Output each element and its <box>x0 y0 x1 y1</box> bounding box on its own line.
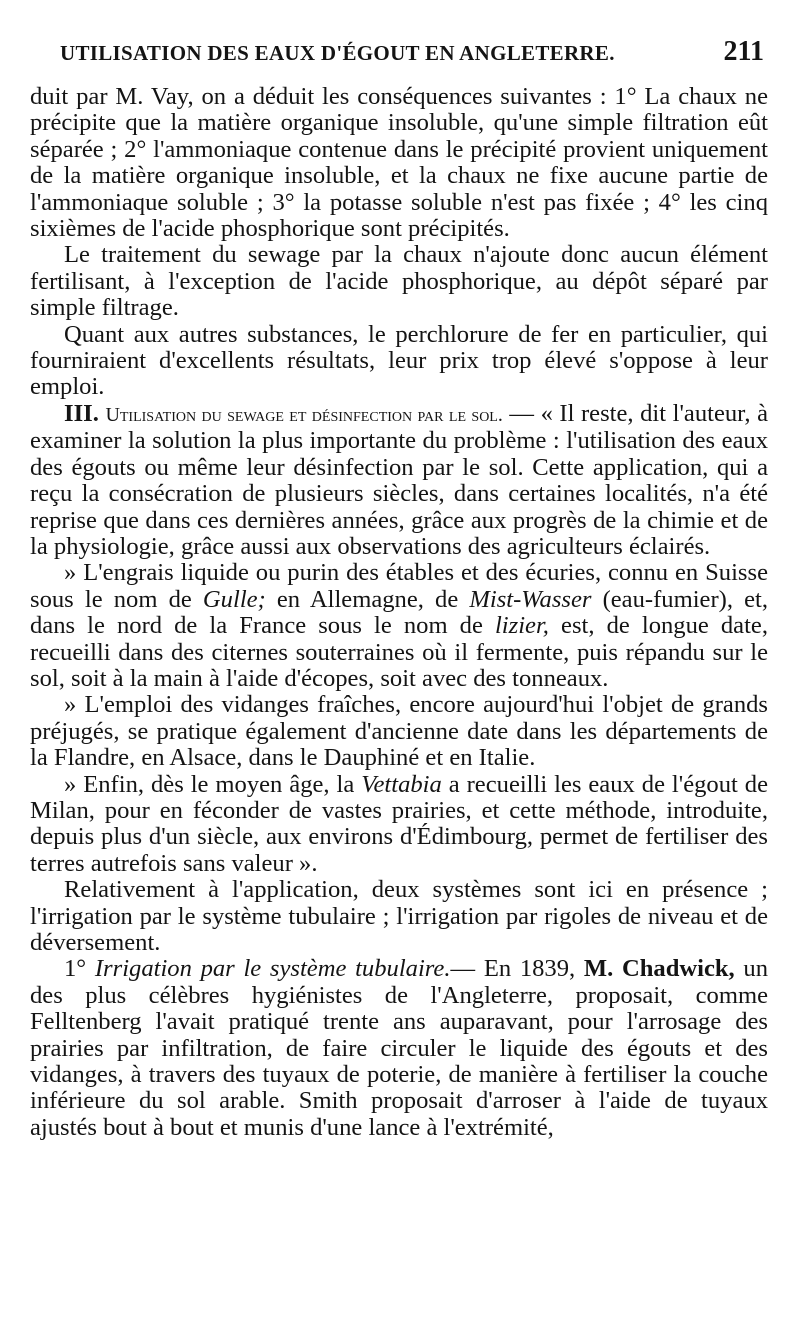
page-header <box>60 36 764 76</box>
text-segment: en Allemagne, de <box>265 585 470 613</box>
section-3-paragraph <box>30 401 768 560</box>
text-segment: (eau-fumier), et, dans le nord de la France sous le nom de <box>30 585 768 640</box>
text-segment: » L'engrais liquide ou purin des étables et des écuries, connu en Suisse sous le nom de <box>30 559 768 613</box>
paragraph-vettabia <box>30 772 768 878</box>
name-chadwick: M. Chadwick, <box>583 955 735 983</box>
term-vettabia: Vettabia <box>361 770 442 798</box>
section-3-text: — « Il reste, dit l'auteur, à examiner la solution la plus importante du problème : l'utilisation des eaux des égouts ou même leur désinfection par le sol. Cette application, qui a reçu la consécration de plusieurs siècles, dans certaines localités, n'a été reprise que dans ces dernières années, grâce aux progrès de la chimie et de la physiologie, grâce aussi aux observations des agriculteurs éclairés. <box>30 399 768 560</box>
paragraph-fresh-night-soil: » L'emploi des vidanges fraîches, encore aujourd'hui l'objet de grands préjugés, se pratique également d'ancienne date dans les départements de la Flandre, en Alsace, dans le Dauphiné et en Italie. <box>30 691 768 772</box>
term-lizier: lizier, <box>494 612 549 640</box>
subsection-number: 1° <box>64 955 87 983</box>
body-text <box>30 84 768 1141</box>
paragraph-tubular-irrigation <box>30 956 768 1141</box>
section-heading: Utilisation du sewage et désinfection par le sol. <box>105 403 503 426</box>
paragraph-other-substances: Quant aux autres substances, le perchlorure de fer en particulier, qui fourniraient d'excellents résultats, leur prix trop élevé s'oppose à leur emploi. <box>30 320 768 401</box>
paragraph-two-systems: Relativement à l'application, deux systèmes sont ici en présence ; l'irrigation par le système tubulaire ; l'irrigation par rigoles de niveau et de déversement. <box>30 876 768 956</box>
term-mist-wasser: Mist-Wasser <box>469 585 592 613</box>
text-segment: a recueilli les eaux de l'égout de Milan, pour en féconder de vastes prairies, et cette méthode, introduite, depuis plus d'un siècle, aux environs d'Édimbourg, permet de fertiliser des terres autrefois sans valeur ». <box>30 770 768 877</box>
text-segment: » Enfin, dès le moyen âge, la <box>64 770 362 798</box>
term-gulle: Gulle; <box>202 585 266 613</box>
subsection-heading: Irrigation par le système tubulaire. <box>94 955 451 983</box>
text-segment: est, de longue date, recueilli dans des citernes souterraines où il fermente, puis répandu sur le sol, soit à la main à l'aide d'écopes, soit avec des tonneaux. <box>30 612 768 692</box>
text-segment: un des plus célèbres hygiénistes de l'Angleterre, proposait, comme Felltenberg l'avait pratiqué trente ans auparavant, pour l'arrosage des prairies par infiltration, de faire circuler le liquide des égouts et des vidanges, à travers des tuyaux de poterie, de manière à fertiliser la couche inférieure du sol arable. Smith proposait d'arroser à l'aide de tuyaux ajustés bout à bout et munis d'une lance à l'extrémité, <box>30 955 769 1141</box>
paragraph-liquid-manure <box>30 560 768 692</box>
text-segment: — En 1839, <box>450 955 584 983</box>
paragraph-lime-treatment: Le traitement du sewage par la chaux n'ajoute donc aucun élément fertilisant, à l'exception de l'acide phosphorique, au dépôt séparé par simple filtrage. <box>30 241 768 322</box>
section-number: III. <box>64 399 99 427</box>
page-number: 211 <box>723 36 764 67</box>
paragraph-conclusions: duit par M. Vay, on a déduit les conséquences suivantes : 1° La chaux ne précipite que la matière organique insoluble, qu'une simple filtration eût séparée ; 2° l'ammoniaque contenue dans le précipité provient uniquement de la matière organique insoluble, et la chaux ne fixe aucune partie de l'ammoniaque soluble ; 3° la potasse soluble n'est pas fixée ; 4° les cinq sixièmes de l'acide phosphorique sont précipités. <box>30 83 768 243</box>
running-title: UTILISATION DES EAUX D'ÉGOUT EN ANGLETERRE. <box>60 41 615 65</box>
